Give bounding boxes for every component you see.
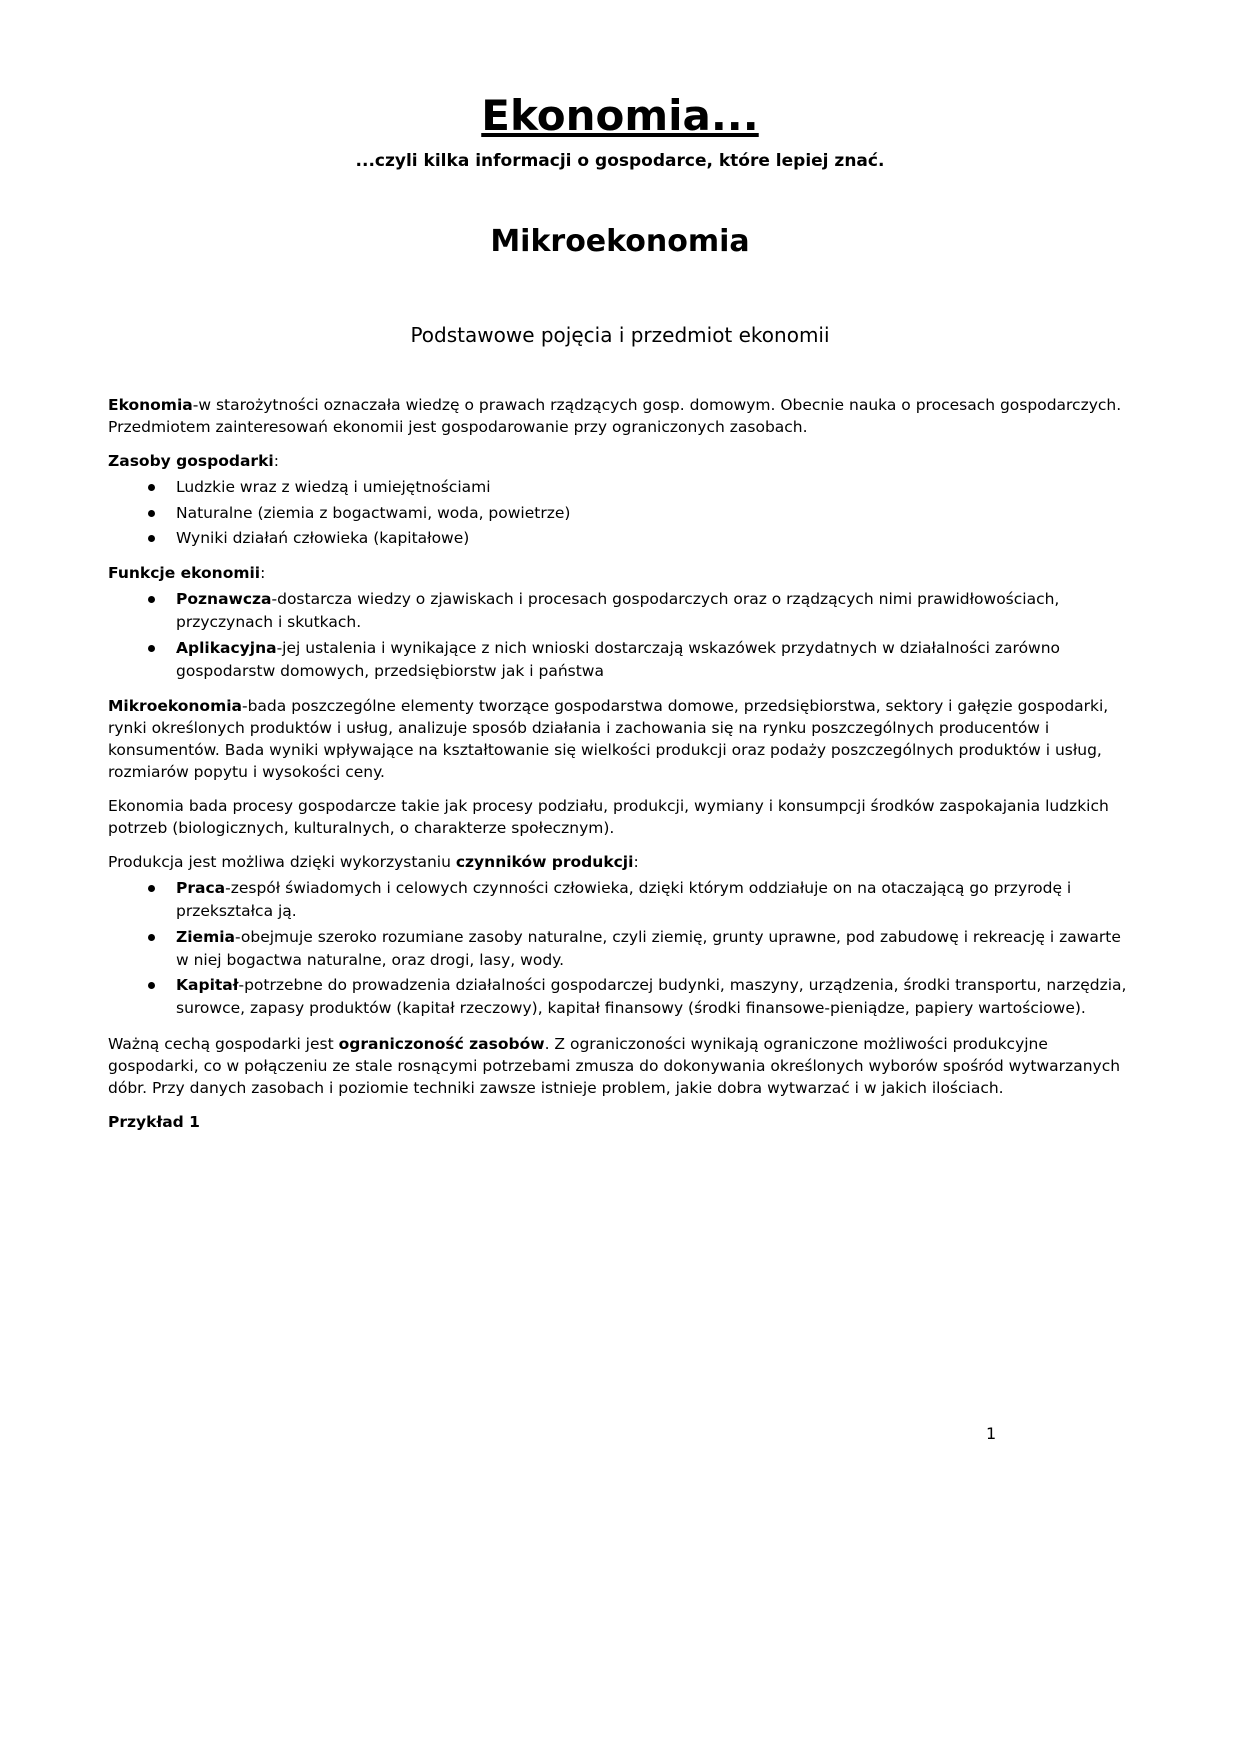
heading-przyklad-1: Przykład 1 [108, 1112, 200, 1131]
term-ekonomia: Ekonomia [108, 396, 193, 415]
list-item-text: Wyniki działań człowieka (kapitałowe) [176, 528, 470, 547]
term-aplikacyjna: Aplikacyjna [176, 638, 277, 657]
list-item-ziemia [108, 926, 1132, 973]
list-item-text: -zespół świadomych i celowych czynności człowieka, dzięki którym oddziałuje on na otaczającą go przyrodę i przekształca ją. [176, 879, 1072, 921]
chapter-title: Mikroekonomia [490, 224, 750, 260]
heading-zasoby-label: Zasoby gospodarki [108, 452, 274, 471]
document-title-text: Ekonomia... [481, 91, 759, 140]
section-title: Podstawowe pojęcia i przedmiot ekonomii [410, 323, 830, 348]
term-mikroekonomia: Mikroekonomia [108, 697, 242, 716]
term-czynniki-produkcji: czynników produkcji [455, 853, 634, 872]
ograniczonosc-text: . Z ograniczoności wynikają ograniczone możliwości produkcyjne gospodarki, co w połączeniu ze stale rosnącymi potrzebami zmusza do dokonywania określonych wyborów spośród wytwarzanych dóbr. Przy danych zasobach i poziomie techniki zawsze istnieje problem, jakie dobra wytwarzać i w jakich ilościach. [108, 1034, 1121, 1097]
heading-funkcje-ekonomii [108, 562, 1132, 584]
czynniki-intro-colon: : [633, 853, 639, 872]
document-subtitle: ...czyli kilka informacji o gospodarce, które lepiej znać. [355, 151, 885, 172]
heading-funkcje-colon: : [260, 564, 266, 583]
list-item-zasoby-ludzkie [108, 476, 1132, 499]
list-item-aplikacyjna [108, 637, 1132, 684]
list-item-text: -obejmuje szeroko rozumiane zasoby naturalne, czyli ziemię, grunty uprawne, pod zabudowę i rekreację i zawarte w niej bogactwa naturalne, oraz drogi, lasy, wody. [176, 927, 1121, 969]
heading-zasoby-gospodarki [108, 450, 1132, 472]
term-ziemia: Ziemia [176, 927, 235, 946]
term-poznawcza: Poznawcza [176, 590, 272, 609]
paragraph-ekonomia-definition [108, 394, 1132, 438]
list-item-zasoby-wyniki [108, 527, 1132, 550]
list-item-zasoby-naturalne [108, 502, 1132, 525]
document-title [108, 92, 1132, 140]
zasoby-list [108, 476, 1132, 550]
page-number: 1 [986, 1424, 997, 1443]
list-item-text: Naturalne (ziemia z bogactwami, woda, powietrze) [176, 503, 571, 522]
list-item-text: -potrzebne do prowadzenia działalności gospodarczej budynki, maszyny, urządzenia, środki transportu, narzędzia, surowce, zapasy produktów (kapitał rzeczowy), kapitał finansowy (środki finansowe-pieniądze, papiery wartościowe). [176, 976, 1127, 1018]
paragraph-ekonomia-text: -w starożytności oznaczała wiedzę o prawach rządzących gosp. domowym. Obecnie nauka o procesach gospodarczych. Przedmiotem zainteresowań ekonomii jest gospodarowanie przy ograniczonych zasobach. [108, 396, 1122, 437]
heading-funkcje-label: Funkcje ekonomii [108, 564, 261, 583]
term-praca: Praca [176, 879, 226, 898]
list-item-kapital [108, 974, 1132, 1021]
list-item-text: -dostarcza wiedzy o zjawiskach i procesach gospodarczych oraz o rządzących nimi prawidłowościach, przyczynach i skutkach. [176, 590, 1060, 632]
heading-zasoby-colon: : [273, 452, 279, 471]
paragraph-mikroekonomia-definition [108, 695, 1132, 783]
czynniki-list [108, 877, 1132, 1021]
paragraph-czynniki-produkcji-intro [108, 851, 1132, 873]
paragraph-procesy-gospodarcze: Ekonomia bada procesy gospodarcze takie jak procesy podziału, produkcji, wymiany i konsumpcji środków zaspokajania ludzkich potrzeb (biologicznych, kulturalnych, o charakterze społecznym). [108, 797, 1109, 838]
ograniczonosc-pre: Ważną cechą gospodarki jest [108, 1034, 339, 1053]
term-ograniczonosc-zasobow: ograniczoność zasobów [338, 1034, 545, 1053]
list-item-poznawcza [108, 588, 1132, 635]
czynniki-intro-pre: Produkcja jest możliwa dzięki wykorzystaniu [108, 853, 456, 872]
list-item-praca [108, 877, 1132, 924]
paragraph-ograniczonosc-zasobow [108, 1033, 1132, 1099]
list-item-text: Ludzkie wraz z wiedzą i umiejętnościami [176, 478, 491, 497]
paragraph-mikroekonomia-text: -bada poszczególne elementy tworzące gospodarstwa domowe, przedsiębiorstwa, sektory i gałęzie gospodarki, rynki określonych produktów i usług, analizuje sposób działania i zachowania się na rynku poszczególnych producentów i konsumentów. Bada wyniki wpływające na kształtowanie się wielkości produkcji oraz podaży poszczególnych produktów i usług, rozmiarów popytu i wysokości ceny. [108, 697, 1109, 782]
list-item-text: -jej ustalenia i wynikające z nich wnioski dostarczają wskazówek przydatnych w działalności zarówno gospodarstw domowych, przedsiębiorstw jak i państwa [176, 638, 1061, 680]
term-kapital: Kapitał [176, 976, 239, 995]
funkcje-list [108, 588, 1132, 683]
